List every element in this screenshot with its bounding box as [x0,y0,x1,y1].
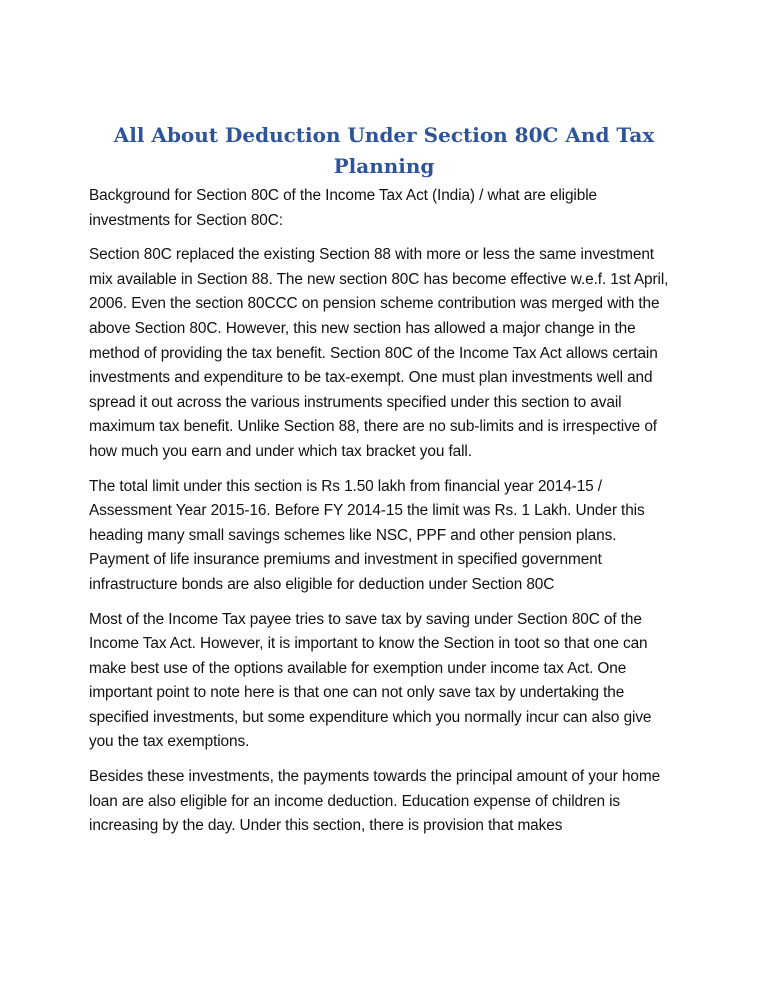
document-page [89,120,679,849]
paragraph-section-88: Section 80C replaced the existing Section 88 with more or less the same investment mix available in Section 88. The new section 80C has become effective w.e.f. 1st April, 2006. Even the section 80CCC on pension scheme contribution was merged with the above Section 80C. However, this new section has allowed a major change in the method of providing the tax benefit. Section 80C of the Income Tax Act allows certain investments and expenditure to be tax-exempt. One must plan investments well and spread it out across the various instruments specified under this section to avail maximum tax benefit. Unlike Section 88, there are no sub-limits and is irrespective of how much you earn and under which tax bracket you fall. [89,246,669,460]
document-title: All About Deduction Under Section 80C And Tax Planning [113,123,655,178]
paragraph-total-limit: The total limit under this section is Rs 1.50 lakh from financial year 2014-15 / Assessment Year 2015-16. Before FY 2014-15 the limit was Rs. 1 Lakh. Under this heading many small savings schemes like NSC, PPF and other pension plans. Payment of life insurance premiums and investment in specified government infrastructure bonds are also eligible for deduction under Section 80C [89,477,645,593]
paragraph-tax-payee: Most of the Income Tax payee tries to save tax by saving under Section 80C of the Income Tax Act. However, it is important to know the Section in toot so that one can make best use of the options available for exemption under income tax Act. One important point to note here is that one can not only save tax by undertaking the specified investments, but some expenditure which you normally incur can also give you the tax exemptions. [89,610,652,751]
paragraph-background: Background for Section 80C of the Income Tax Act (India) / what are eligible investments for Section 80C: [89,187,597,229]
paragraph-home-loan: Besides these investments, the payments towards the principal amount of your home loan are also eligible for an income deduction. Education expense of children is increasing by the day. Under this section, there is provision that makes [89,768,661,835]
